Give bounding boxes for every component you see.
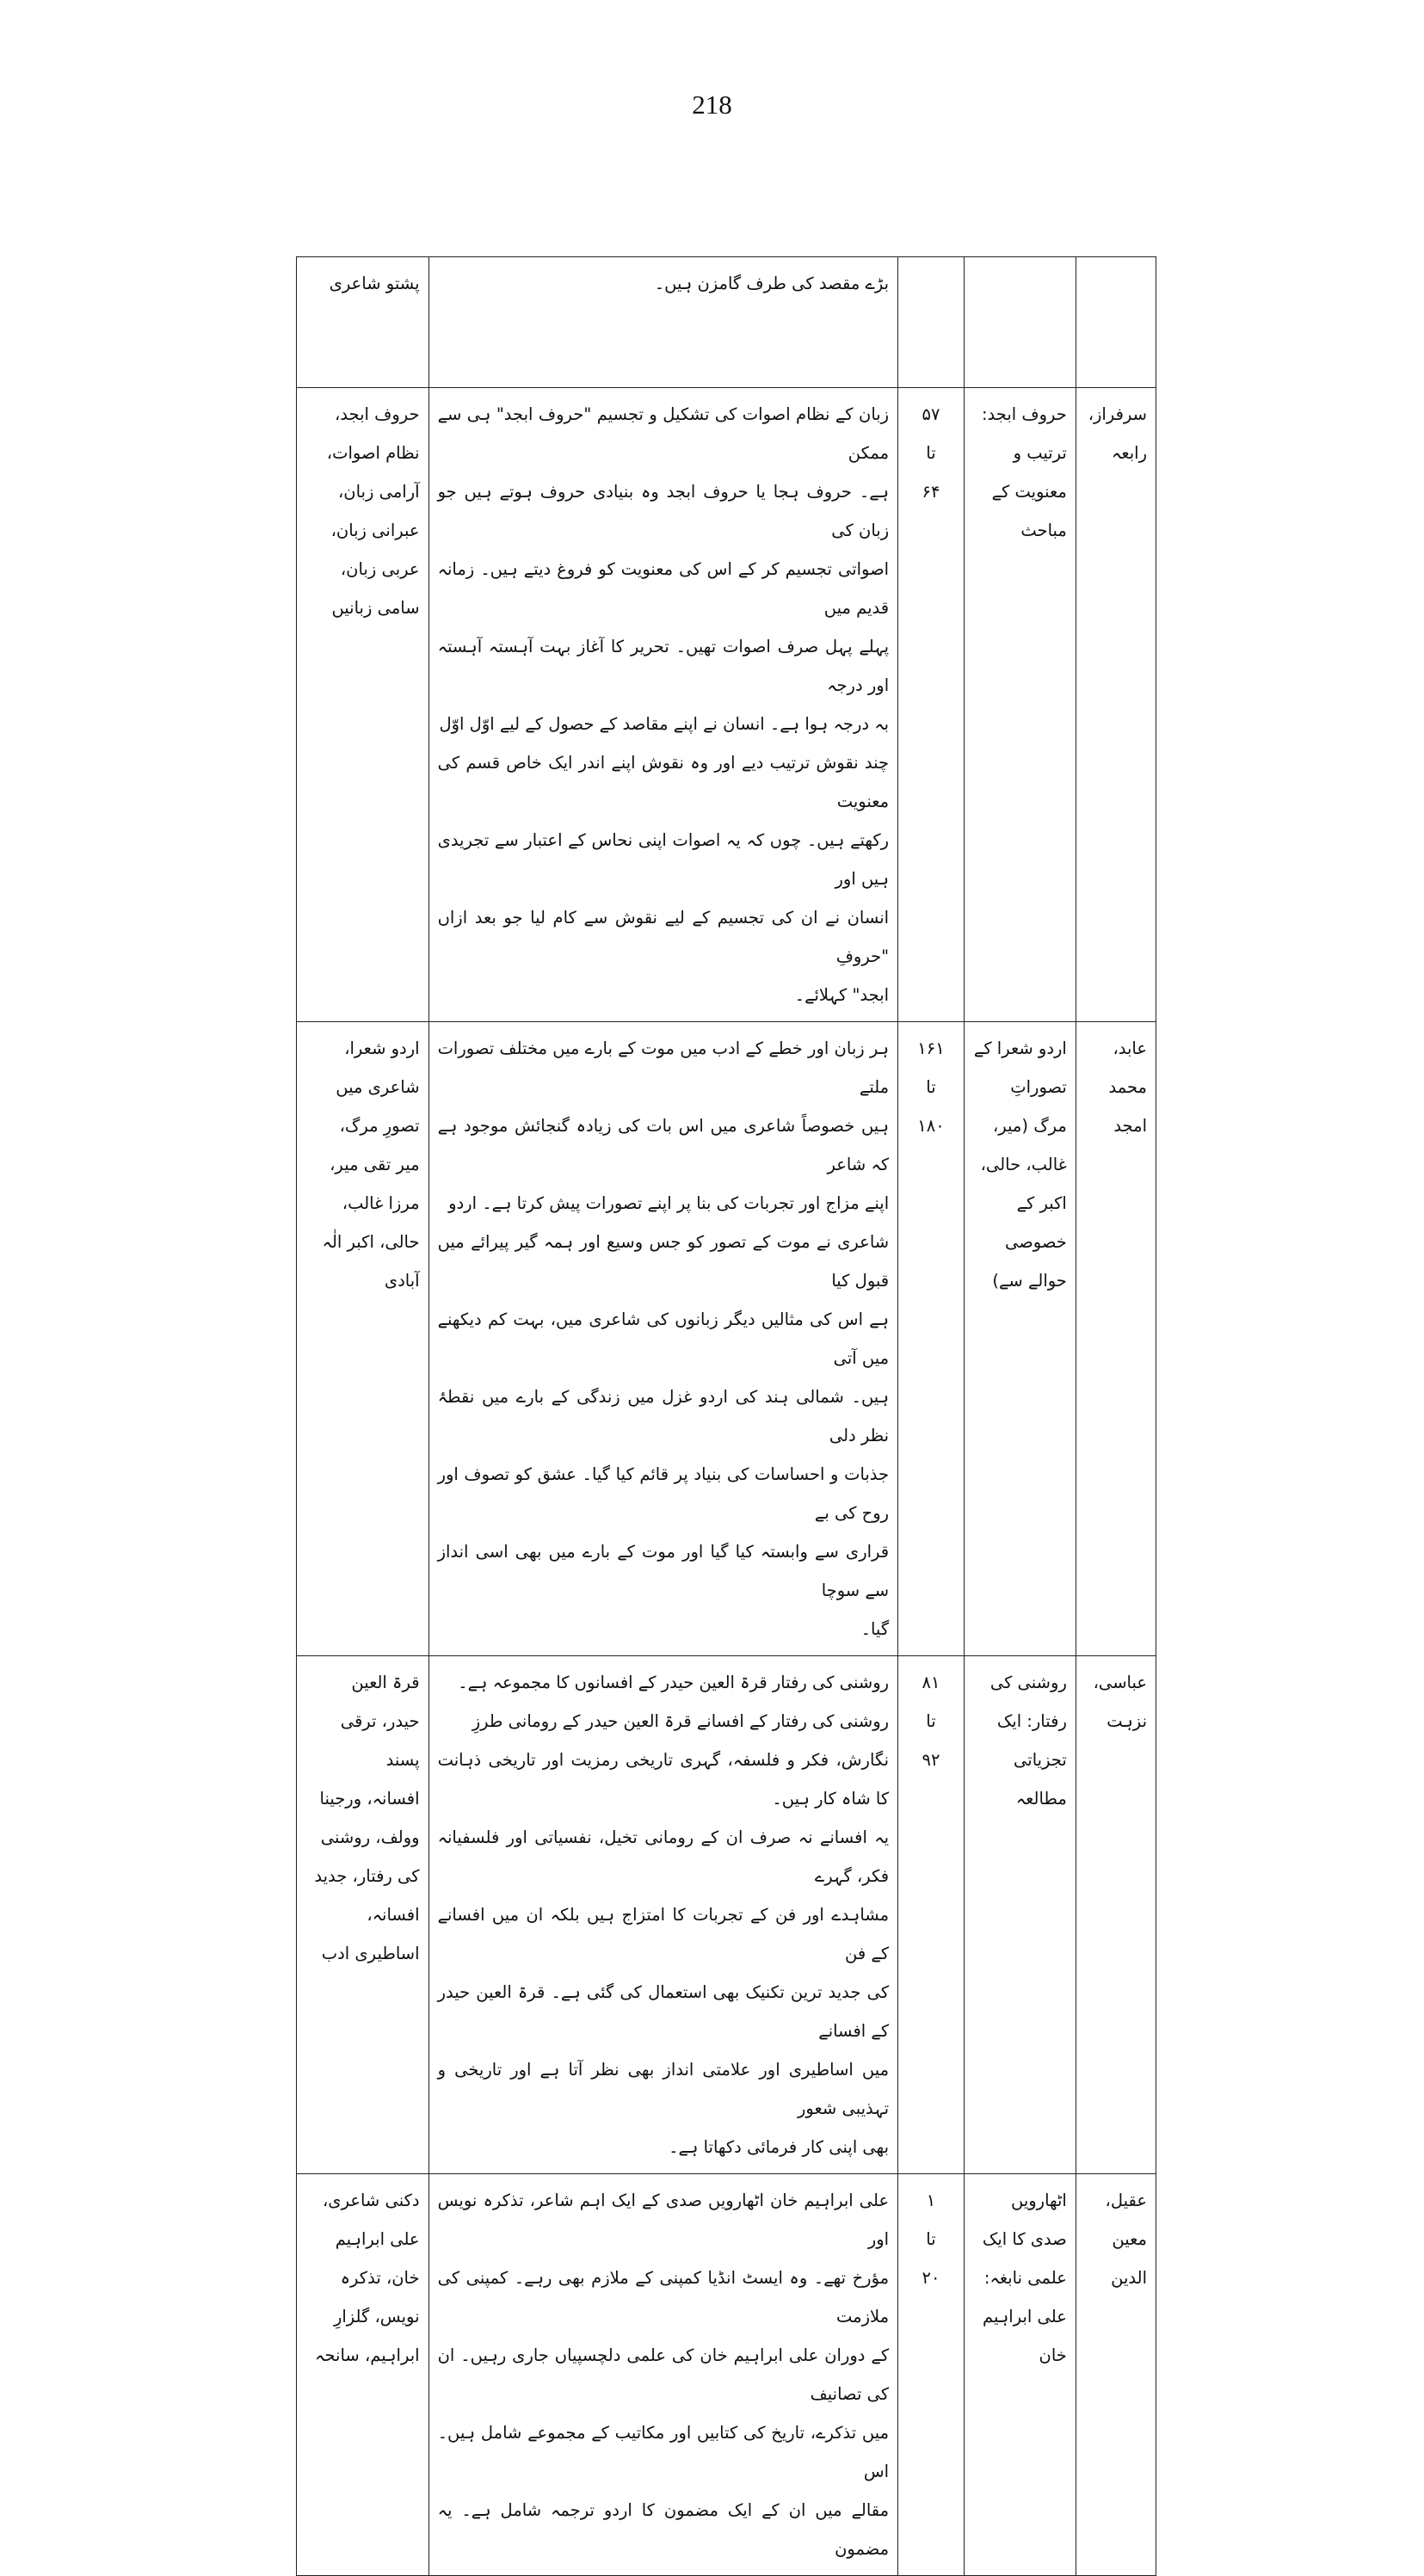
keyword: عبرانی زبان، [330,521,420,540]
summary-line: علی ابراہیم خان اٹھارویں صدی کے ایک اہم شاعر، تذکرہ نویس اور [437,2191,890,2249]
summary-line: پہلے پہل صرف اصوات تھیں۔ تحریر کا آغاز بہت آہستہ آہستہ اور درجہ [437,637,890,695]
keyword: تصورِ مرگ، [339,1116,420,1136]
keyword: عربی زبان، [340,559,420,579]
table-row [297,1656,1156,2174]
keyword: اردو شعرا، [344,1038,420,1058]
keyword: سامی زبانیں [331,598,420,618]
summary-line: اپنے مزاج اور تجربات کی بنا پر اپنے تصورات پیش کرتا ہے۔ اردو [448,1193,890,1213]
author-cell [1076,257,1156,388]
summary-line: ہیں۔ شمالی ہند کی اردو غزل میں زندگی کے بارے میں نقطۂ نظر دلی [437,1387,890,1445]
summary-line: چند نقوش ترتیب دیے اور وہ نقوش اپنے اندر ایک خاص قسم کی معنویت [437,753,890,811]
keyword: خان، تذکرہ [340,2268,420,2288]
summary-line: ابجد" کہلائے۔ [794,985,890,1005]
keyword: آبادی [384,1271,420,1291]
summary-cell [428,1022,898,1656]
article-title-cell: اٹھارویں صدی کا ایک علمی نابغہ: علی ابراہیم خان [964,2174,1076,2576]
page-range-part [907,303,955,342]
table-row [297,257,1156,388]
page-range-part: ۲۰ [922,2268,940,2288]
article-title-cell: روشنی کی رفتار: ایک تجزیاتی مطالعہ [964,1656,1076,2174]
summary-line: بہ درجہ ہوا ہے۔ انسان نے اپنے مقاصد کے حصول کے لیے اوّل اوّل [439,714,890,734]
page-range-part: ۶۴ [922,482,940,502]
keyword: حالی، اکبر الٰہ [322,1232,420,1252]
summary-line: ہے۔ حروف ہجا یا حروف ابجد وہ بنیادی حروف ہوتے ہیں جو زبان کی [437,482,890,540]
page-range-part: ۱ [926,2191,936,2210]
keywords-cell [297,388,429,1022]
summary-line: میں اساطیری اور علامتی انداز بھی نظر آتا ہے اور تاریخی و تہذیبی شعور [437,2060,890,2118]
summary-line: انسان نے ان کی تجسیم کے لیے نقوش سے کام لیا جو بعد ازاں "حروفِ [437,908,890,966]
keyword: وولف، روشنی [320,1827,420,1847]
summary-line: قراری سے وابستہ کیا گیا اور موت کے بارے میں بھی اسی انداز سے سوچا [437,1542,890,1600]
summary-line: کے دوران علی ابراہیم خان کی علمی دلچسپیاں جاری رہیں۔ ان کی تصانیف [437,2345,890,2404]
article-title-cell [964,257,1076,388]
keywords-cell [297,1656,429,2174]
page-range-part: ۵۷ [922,404,940,424]
keywords-cell [297,2174,429,2576]
keyword: نظام اصوات، [326,443,420,463]
author-cell: عقیل، معین الدین [1076,2174,1156,2576]
keyword: ابراہیم، سانحہ [315,2345,420,2365]
summary-line: مؤرخ تھے۔ وہ ایسٹ انڈیا کمپنی کے ملازم بھی رہے۔ کمپنی کی ملازمت [437,2268,890,2326]
page-range-part: ۹۲ [922,1750,940,1770]
page-range-cell [898,388,965,1022]
page-range-part: تا [926,1711,936,1731]
keyword: افسانہ، ورجینا [319,1789,420,1809]
article-title-cell: اردو شعرا کے تصوراتِ مرگ (میر، غالب، حالی، اکبر کے خصوصی حوالے سے) [964,1022,1076,1656]
summary-line: روشنی کی رفتار کے افسانے قرۃ العین حیدر کے رومانی طرزِ [472,1711,890,1731]
summary-cell [428,1656,898,2174]
summary-line: بڑے مقصد کی طرف گامزن ہیں۔ [654,274,890,293]
keyword: پشتو شاعری [329,274,420,293]
summary-line: یہ افسانے نہ صرف ان کے رومانی تخیل، نفسیاتی اور فلسفیانہ فکر، گہرے [437,1827,890,1886]
keyword: قرۃ العین [351,1673,420,1692]
summary-line: مقالے میں ان کے ایک مضمون کا اردو ترجمہ شامل ہے۔ یہ مضمون [437,2500,890,2559]
summary-line: شاعری نے موت کے تصور کو جس وسیع اور ہمہ گیر پیرائے میں قبول کیا [437,1232,890,1291]
summary-line: کی جدید ترین تکنیک بھی استعمال کی گئی ہے۔ قرۃ العین حیدر کے افسانے [437,1982,890,2041]
author-cell: عباسی، نزہت [1076,1656,1156,2174]
summary-line: گیا۔ [860,1619,890,1639]
summary-line: ہیں خصوصاً شاعری میں اس بات کی زیادہ گنجائش موجود ہے کہ شاعر [437,1116,890,1174]
table-row [297,388,1156,1022]
summary-cell [428,388,898,1022]
page-range-cell [898,1022,965,1656]
page-range-cell [898,257,965,388]
article-index-table [296,256,1156,2576]
keyword: نویس، گلزارِ [333,2307,420,2326]
summary-line: اصواتی تجسیم کر کے اس کی معنویت کو فروغ دیتے ہیں۔ زمانہ قدیم میں [437,559,890,618]
summary-line: جذبات و احساسات کی بنیاد پر قائم کیا گیا۔ عشق کو تصوف اور روح کی بے [437,1464,890,1523]
page-range-part: تا [926,1077,936,1097]
keyword: حروف ابجد، [334,404,420,424]
summary-cell [428,2174,898,2576]
summary-line: ہے اس کی مثالیں دیگر زبانوں کی شاعری میں، بہت کم دیکھنے میں آتی [437,1310,890,1368]
keywords-cell [297,257,429,388]
page-number: 218 [692,89,732,120]
keyword: علی ابراہیم [335,2229,420,2249]
author-cell: سرفراز، رابعہ [1076,388,1156,1022]
page-range-part: ۱۶۱ [917,1038,945,1058]
keyword: مرزا غالب، [342,1193,420,1213]
keyword: دکنی شاعری، [323,2191,420,2210]
table-row [297,1022,1156,1656]
summary-line: میں تذکرے، تاریخ کی کتابیں اور مکاتیب کے مجموعے شامل ہیں۔ اس [437,2423,890,2481]
page-range-part: ۱۸۰ [917,1116,945,1136]
keyword: کی رفتار، جدید [314,1866,420,1886]
keyword: افسانہ، [367,1905,420,1925]
summary-line: مشاہدے اور فن کے تجربات کا امتزاج ہیں بلکہ ان میں افسانے کے فن [437,1905,890,1963]
article-title-cell: حروف ابجد: ترتیب و معنویت کے مباحث [964,388,1076,1022]
page-range-part: تا [926,2229,936,2249]
summary-line: ہر زبان اور خطے کے ادب میں موت کے بارے میں مختلف تصورات ملتے [437,1038,890,1097]
page-range-cell [898,1656,965,2174]
table-row [297,2174,1156,2576]
summary-cell [428,257,898,388]
summary-line: روشنی کی رفتار قرۃ العین حیدر کے افسانوں کا مجموعہ ہے۔ [458,1673,890,1692]
page-range-part: تا [926,443,936,463]
summary-line: بھی اپنی کار فرمائی دکھاتا ہے۔ [669,2137,890,2157]
page-range-part: ۸۱ [922,1673,940,1692]
page-range-part [907,264,955,303]
page-range-part [907,342,955,380]
author-cell: عابد، محمد امجد [1076,1022,1156,1656]
keyword: آرامی زبان، [338,482,420,502]
summary-line: رکھتے ہیں۔ چوں کہ یہ اصوات اپنی نحاس کے اعتبار سے تجریدی ہیں اور [437,830,890,889]
keyword: اساطیری ادب [321,1944,420,1963]
keyword: میر تقی میر، [330,1155,420,1174]
summary-line: نگارش، فکر و فلسفہ، گہری تاریخی رمزیت اور تاریخی ذہانت کا شاہ کار ہیں۔ [437,1750,890,1809]
summary-line: زبان کے نظام اصوات کی تشکیل و تجسیم "حروف ابجد" ہی سے ممکن [437,404,890,463]
keyword: حیدر، ترقی پسند [340,1711,420,1770]
keyword: شاعری میں [336,1077,420,1097]
page-range-cell [898,2174,965,2576]
keywords-cell [297,1022,429,1656]
